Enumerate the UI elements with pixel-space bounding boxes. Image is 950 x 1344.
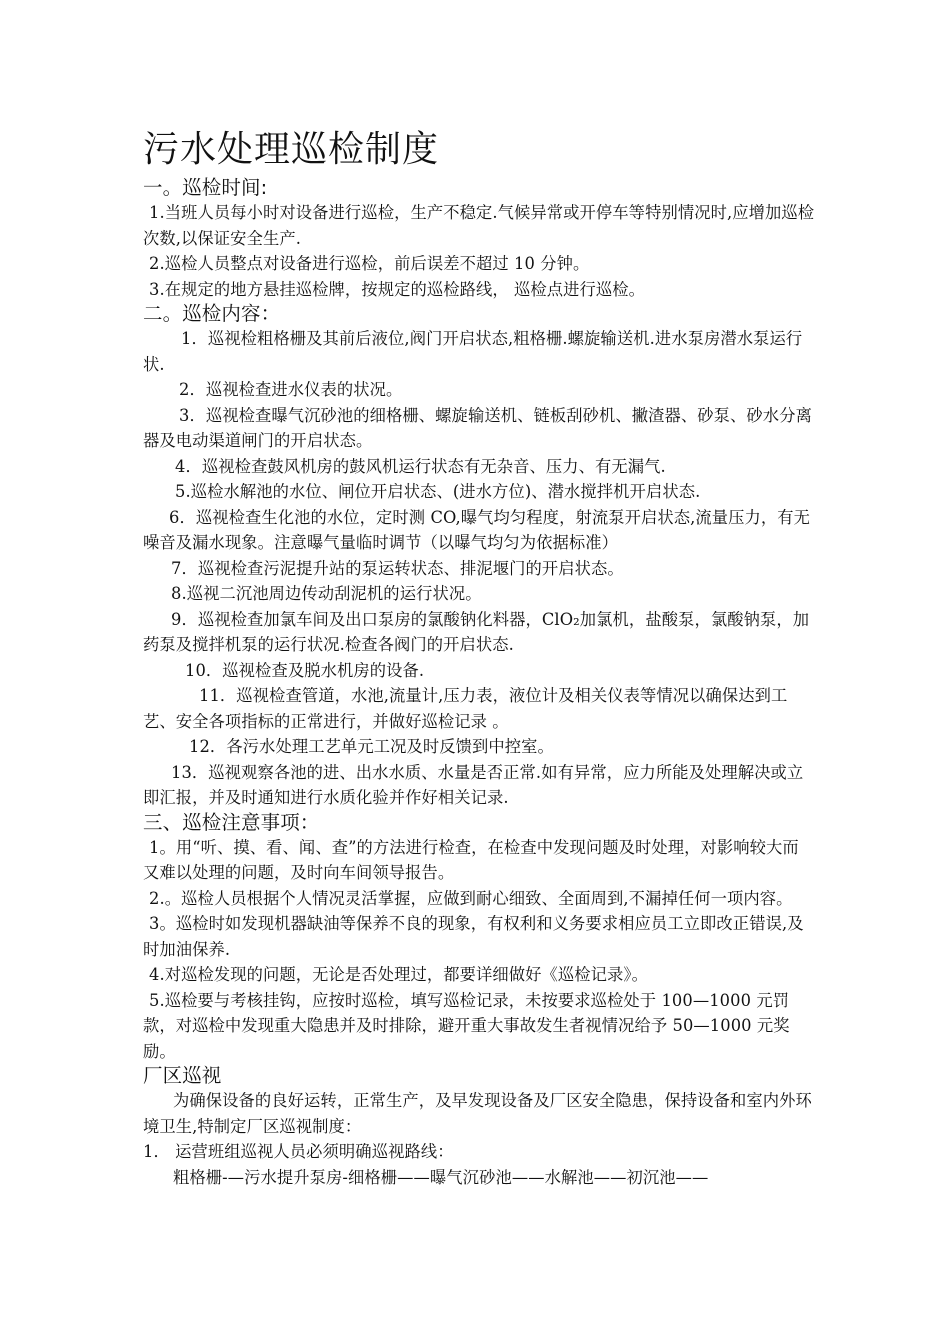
- paragraph: 4．巡视检查鼓风机房的鼓风机运行状态有无杂音、压力、有无漏气.: [175, 456, 666, 476]
- section-heading-inspection-content: 二。巡检内容：: [143, 302, 281, 325]
- paragraph: 8.巡视二沉池周边传动刮泥机的运行状况。: [171, 584, 482, 603]
- paragraph: 5.巡检要与考核挂钩，应按时巡检，填写巡检记录，未按要求巡检处于 100—1000 元罚款，对巡检中发现重大隐患并及时排除，避开重大事故发生者视情况给予 50—1000 元奖励。: [143, 990, 790, 1061]
- paragraph: 1．巡视检粗格栅及其前后液位,阀门开启状态,粗格栅.螺旋输送机.进水泵房潜水泵运行状.: [143, 329, 803, 374]
- paragraph: 3.在规定的地方悬挂巡检牌，按规定的巡检路线， 巡检点进行巡检。: [149, 279, 646, 299]
- paragraph: 2．巡视检查进水仪表的状况。: [179, 380, 403, 399]
- paragraph: 12．各污水处理工艺单元工况及时反馈到中控室。: [189, 737, 554, 756]
- paragraph: 2.。巡检人员根据个人情况灵活掌握，应做到耐心细致、全面周到,不漏掉任何一项内容。: [149, 888, 793, 908]
- document-title: 污水处理巡检制度: [143, 129, 440, 170]
- document-body: [143, 126, 815, 1190]
- paragraph: 为确保设备的良好运转，正常生产，及早发现设备及厂区安全隐患，保持设备和室内外环境卫生,特制定厂区巡视制度：: [143, 1091, 812, 1136]
- paragraph: 7．巡视检查污泥提升站的泵运转状态、排泥堰门的开启状态。: [171, 558, 624, 578]
- section-heading-inspection-time: 一。巡检时间:: [143, 176, 268, 199]
- paragraph: 1.当班人员每小时对设备进行巡检，生产不稳定.气候异常或开停车等特别情况时,应增加巡检次数,以保证安全生产.: [143, 203, 815, 248]
- paragraph: 5.巡检水解池的水位、闸位开启状态、(进水方位)、潜水搅拌机开启状态.: [175, 482, 701, 501]
- paragraph: 3。巡检时如发现机器缺油等保养不良的现象，有权利和义务要求相应员工立即改正错误,及时加油保养.: [143, 914, 804, 959]
- paragraph: 6．巡视检查生化池的水位，定时测 CO,曝气均匀程度，射流泵开启状态,流量压力，有无噪音及漏水现象。注意曝气量临时调节（以曝气均匀为依据标准）: [143, 507, 811, 552]
- section-heading-inspection-notes: 三、巡检注意事项：: [143, 810, 320, 834]
- paragraph: 9．巡视检查加氯车间及出口泵房的氯酸钠化料器，ClO₂加氯机，盐酸泵，氯酸钠泵，加药泵及搅拌机泵的运行状况.检查各阀门的开启状态.: [143, 609, 810, 654]
- patrol-route: 粗格栅-—污水提升泵房-细格栅——曝气沉砂池——水解池——初沉池——: [173, 1167, 709, 1187]
- paragraph: 10．巡视检查及脱水机房的设备.: [185, 660, 425, 680]
- paragraph: 4.对巡检发现的问题，无论是否处理过，都要详细做好《巡检记录》。: [149, 965, 649, 984]
- paragraph: 2.巡检人员整点对设备进行巡检，前后误差不超过 10 分钟。: [149, 254, 590, 273]
- paragraph: 13．巡视观察各池的进、出水水质、水量是否正常.如有异常，应力所能及处理解决或立即汇报，并及时通知进行水质化验并作好相关记录.: [143, 762, 804, 807]
- section-heading-plant-patrol: 厂区巡视: [143, 1064, 222, 1087]
- paragraph: 1。用“听、摸、看、闻、查”的方法进行检查，在检查中发现问题及时处理，对影响较大而又难以处理的问题，及时向车间领导报告。: [143, 837, 799, 882]
- paragraph: 1． 运营班组巡视人员必须明确巡视路线：: [143, 1142, 454, 1161]
- paragraph: 11．巡视检查管道，水池,流量计,压力表，液位计及相关仪表等情况以确保达到工艺、安全各项指标的正常进行，并做好巡检记录 。: [143, 686, 788, 731]
- paragraph: 3．巡视检查曝气沉砂池的细格栅、螺旋输送机、链板刮砂机、撇渣器、砂泵、砂水分离器及电动渠道闸门的开启状态。: [143, 405, 812, 450]
